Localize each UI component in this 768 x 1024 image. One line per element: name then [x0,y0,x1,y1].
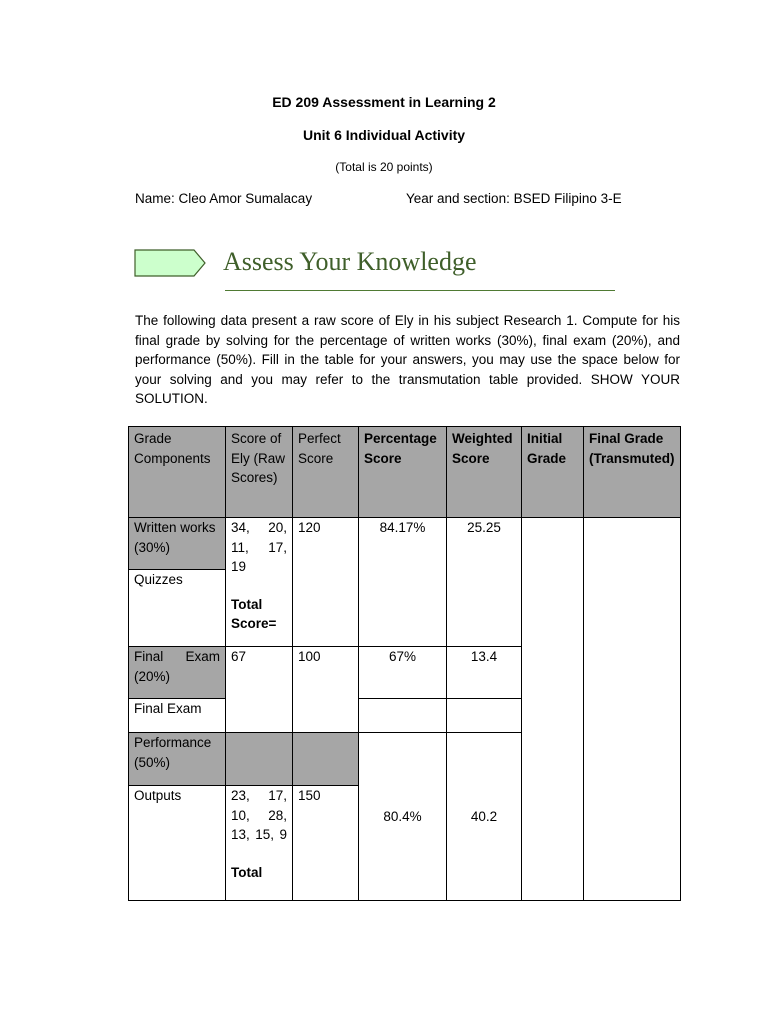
empty-cell [293,733,359,786]
written-weighted: 25.25 [447,518,522,647]
table-header-row [129,427,681,518]
written-percentage: 84.17% [359,518,447,647]
header-final-grade: Final Grade (Transmuted) [584,427,681,518]
activity-title: Unit 6 Individual Activity [302,127,466,143]
header-perfect-score: Perfect Score [293,427,359,518]
written-raw-scores: 34, 20, 11, 17, 19 Total Score= [226,518,293,647]
final-exam-label: Final Exam (20%) [129,647,226,699]
section-divider [225,290,615,291]
exam-perfect-score: 100 [293,647,359,733]
year-section: Year and section: BSED Filipino 3-E [406,191,622,206]
exam-weighted: 13.4 [447,647,522,699]
total-points: (Total is 20 points) [335,160,433,174]
instructions-paragraph: The following data present a raw score of Ely in his subject Research 1. Compute for his final grade by solving for the percentage of written works (30%), final exam (20%), and performance (50%). Fill in the table for your answers, you may use the space below for your solving and you may refer to the transmutation table provided. SHOW YOUR SOLUTION. [135,313,680,407]
header-weighted-score: Weighted Score [447,427,522,518]
initial-grade-cell [522,518,584,901]
empty-cell [447,699,522,733]
header-grade-components: Grade Components [129,427,226,518]
grades-table [128,426,681,901]
exam-percentage: 67% [359,647,447,699]
exam-raw-score: 67 [226,647,293,733]
course-title: ED 209 Assessment in Learning 2 [272,94,496,110]
arrow-shape-icon [134,249,206,277]
written-perfect-score: 120 [293,518,359,647]
header-raw-score: Score of Ely (Raw Scores) [226,427,293,518]
header-initial-grade: Initial Grade [522,427,584,518]
empty-cell [226,733,293,786]
table-row [129,518,681,570]
quizzes-label: Quizzes [129,570,226,647]
performance-label: Performance (50%) [129,733,226,786]
final-grade-cell [584,518,681,901]
performance-raw-scores: 23, 17, 10, 28, 13, 15, 9 Total [226,786,293,901]
student-name: Name: Cleo Amor Sumalacay [135,191,313,206]
performance-perfect-score: 150 [293,786,359,901]
empty-cell [359,699,447,733]
outputs-label: Outputs [129,786,226,901]
performance-weighted: 40.2 [447,733,522,901]
written-works-label: Written works (30%) [129,518,226,570]
final-exam-sublabel: Final Exam [129,699,226,733]
header-percentage-score: Percentage Score [359,427,447,518]
performance-percentage: 80.4% [359,733,447,901]
section-heading: Assess Your Knowledge [223,247,477,276]
